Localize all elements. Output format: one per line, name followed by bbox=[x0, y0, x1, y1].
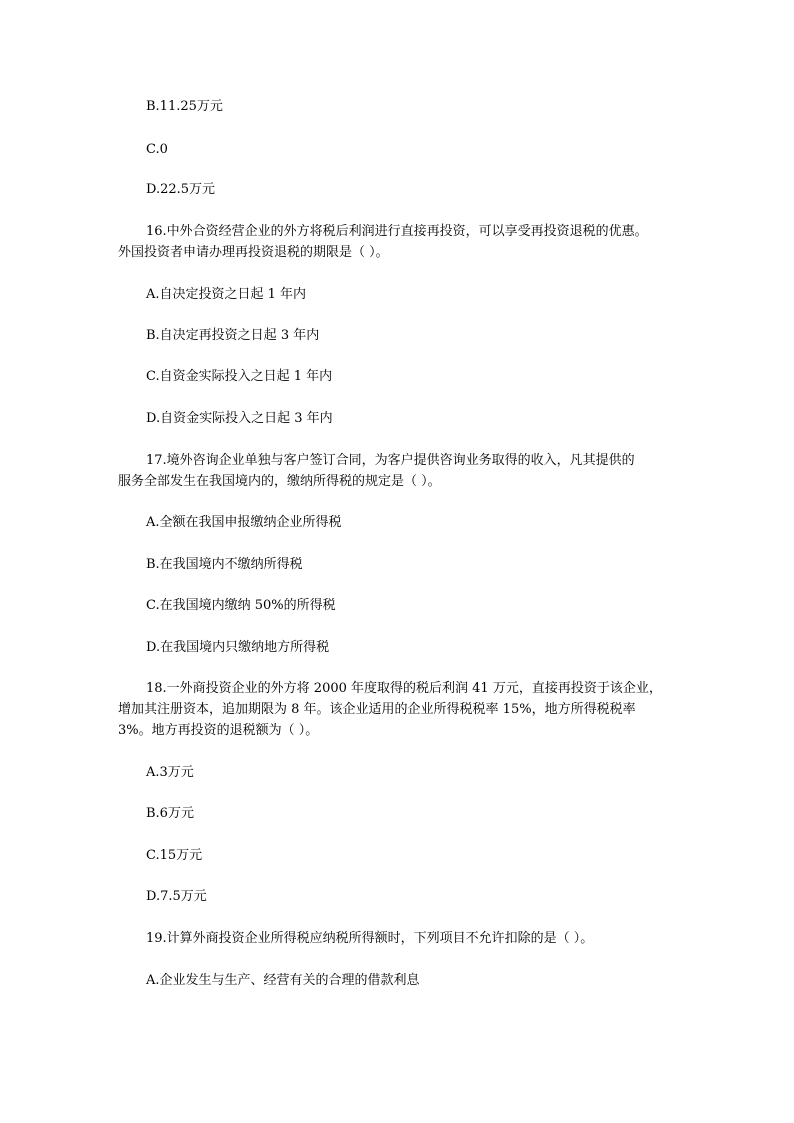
question-16-option-d: D.自资金实际投入之日起 3 年内 bbox=[146, 411, 333, 426]
question-17-option-d: D.在我国境内只缴纳地方所得税 bbox=[146, 640, 330, 655]
question-18-option-a: A.3万元 bbox=[146, 765, 194, 780]
question-16-option-b: B.自决定再投资之日起 3 年内 bbox=[146, 328, 320, 343]
option-b-prev: B.11.25万元 bbox=[146, 99, 223, 114]
question-18-option-b: B.6万元 bbox=[146, 806, 194, 821]
question-16-line-2: 外国投资者申请办理再投资退税的期限是（ ）。 bbox=[118, 245, 389, 260]
question-17-option-c: C.在我国境内缴纳 50%的所得税 bbox=[146, 598, 336, 613]
question-19-option-a: A.企业发生与生产、经营有关的合理的借款利息 bbox=[146, 973, 420, 988]
question-17-line-2: 服务全部发生在我国境内的，缴纳所得税的规定是（ ）。 bbox=[118, 474, 441, 489]
option-c-prev: C.0 bbox=[146, 142, 168, 157]
question-19-line-1: 19.计算外商投资企业所得税应纳税所得额时，下列项目不允许扣除的是（ ）。 bbox=[146, 931, 594, 946]
option-d-prev: D.22.5万元 bbox=[146, 182, 216, 197]
question-18-option-d: D.7.5万元 bbox=[146, 889, 207, 904]
question-16-line-1: 16.中外合资经营企业的外方将税后利润进行直接再投资，可以享受再投资退税的优惠。 bbox=[146, 224, 648, 239]
question-18-option-c: C.15万元 bbox=[146, 848, 203, 863]
question-17-option-b: B.在我国境内不缴纳所得税 bbox=[146, 557, 303, 572]
question-16-option-a: A.自决定投资之日起 1 年内 bbox=[146, 287, 307, 302]
question-17-option-a: A.全额在我国申报缴纳企业所得税 bbox=[146, 515, 342, 530]
question-18-line-2: 增加其注册资本，追加期限为 8 年。该企业适用的企业所得税税率 15%，地方所得税税率 bbox=[118, 702, 636, 717]
question-16-option-c: C.自资金实际投入之日起 1 年内 bbox=[146, 369, 333, 384]
question-17-line-1: 17.境外咨询企业单独与客户签订合同，为客户提供咨询业务取得的收入，凡其提供的 bbox=[146, 453, 635, 468]
question-18-line-1: 18.一外商投资企业的外方将 2000 年度取得的税后利润 41 万元，直接再投资于该企业， bbox=[146, 681, 662, 696]
question-18-line-3: 3%。地方再投资的退税额为（ ）。 bbox=[118, 723, 319, 738]
